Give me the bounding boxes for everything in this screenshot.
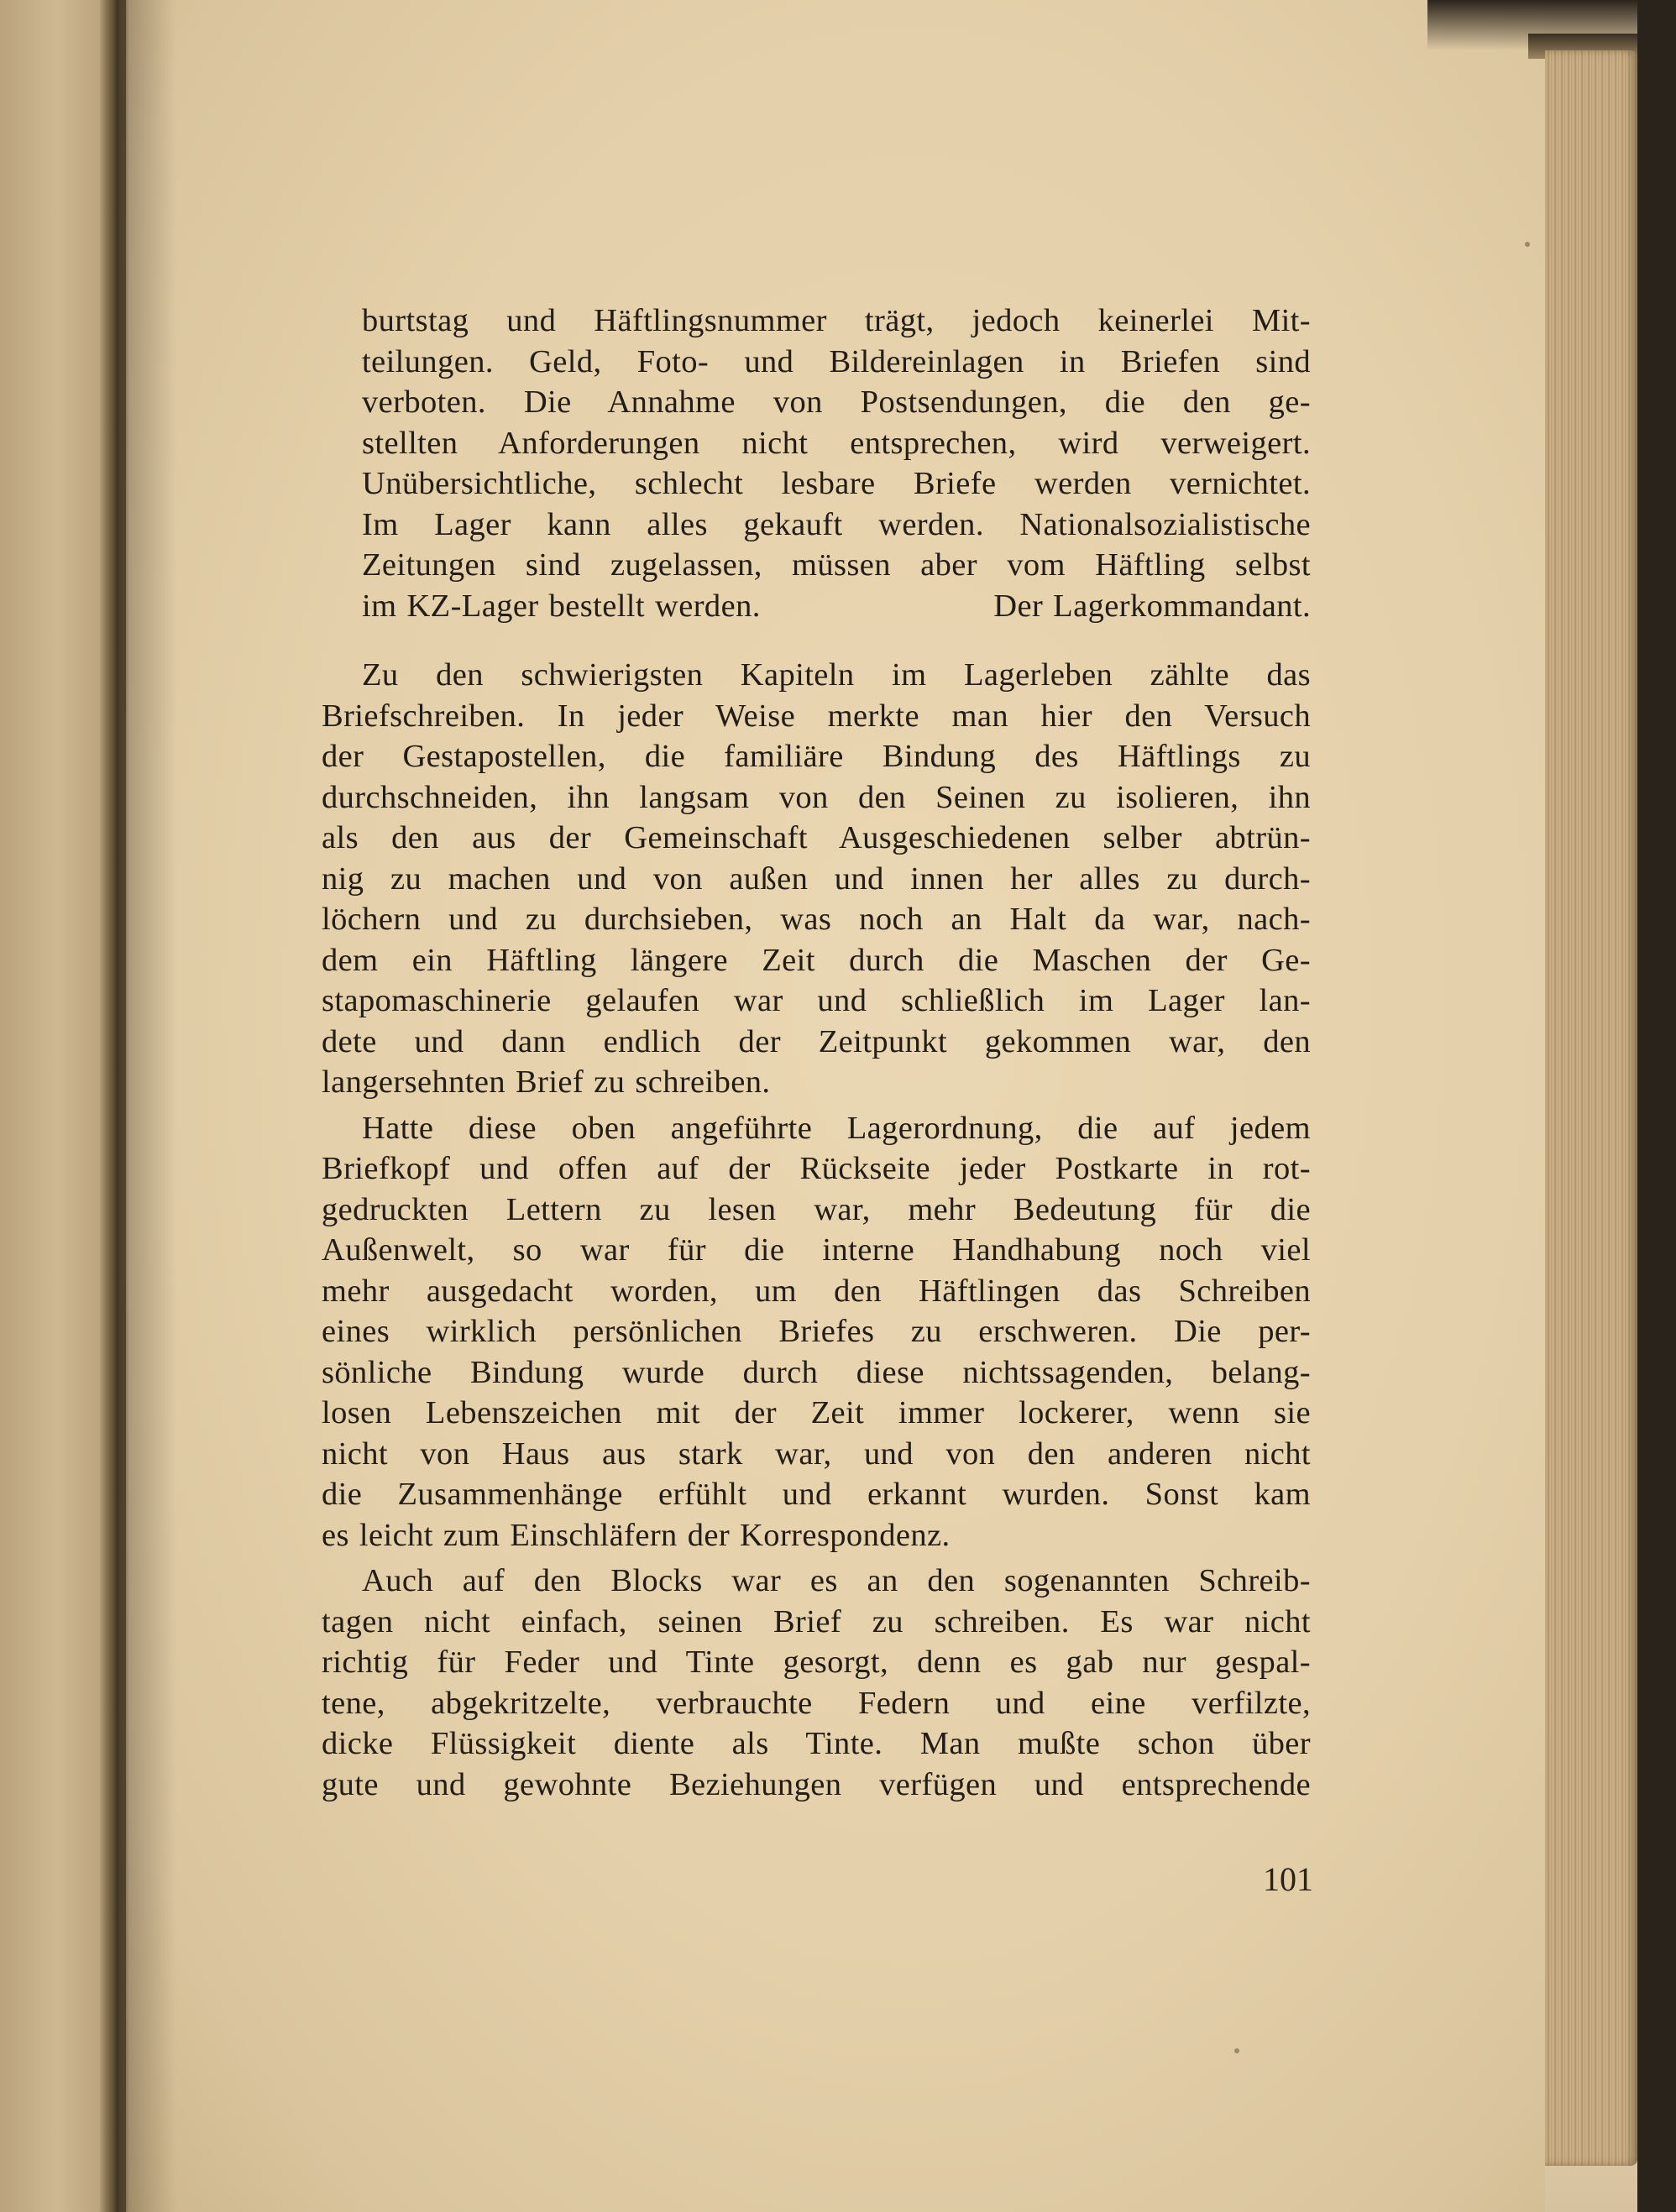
text-line: stellten Anforderungen nicht entsprechen, wird verweigert.: [362, 425, 1311, 461]
text-line: der Gestapostellen, die familiäre Bindung des Häftlings zu: [322, 739, 1311, 774]
text-line: im KZ-Lager bestellt werden.: [362, 588, 761, 624]
text-line: Außenwelt, so war für die interne Handhabung noch viel: [322, 1232, 1311, 1268]
text-line: teilungen. Geld, Foto- und Bildereinlagen in Briefen sind: [362, 343, 1311, 379]
text-line: tene, abgekritzelte, verbrauchte Federn und eine verfilzte,: [322, 1685, 1311, 1721]
text-line: verboten. Die Annahme von Postsendungen, die den ge-: [362, 384, 1311, 420]
text-line: die Zusammenhänge erfühlt und erkannt wurden. Sonst kam: [322, 1477, 1311, 1512]
text-line: tagen nicht einfach, seinen Brief zu schreiben. Es war nicht: [322, 1603, 1311, 1639]
paragraph: [322, 655, 1311, 1103]
text-line: nicht von Haus aus stark war, und von den anderen nicht: [322, 1435, 1311, 1472]
text-line: Im Lager kann alles gekauft werden. Nationalsozialistische: [362, 506, 1311, 542]
page-body: [322, 301, 1311, 1805]
text-line: losen Lebenszeichen mit der Zeit immer lockerer, wenn sie: [322, 1395, 1311, 1430]
page-number: 101: [1263, 1860, 1313, 1898]
signature-line: [362, 586, 1311, 627]
text-line: dicke Flüssigkeit diente als Tinte. Man mußte schon über: [322, 1726, 1311, 1761]
text-line: gedruckten Lettern zu lesen war, mehr Bedeutung für die: [322, 1191, 1311, 1227]
text-line: durchschneiden, ihn langsam von den Seinen zu isolieren, ihn: [322, 779, 1311, 815]
book-gutter: [99, 0, 129, 2212]
camp-regulations-excerpt: [362, 301, 1311, 626]
text-line: dete und dann endlich der Zeitpunkt gekommen war, den: [322, 1023, 1311, 1059]
signature: Der Lagerkommandant.: [993, 588, 1311, 624]
text-line: dem ein Häftling längere Zeit durch die Maschen der Ge-: [322, 942, 1311, 978]
text-line: Briefkopf und offen auf der Rückseite jeder Postkarte in rot-: [322, 1151, 1311, 1186]
text-line: gute und gewohnte Beziehungen verfügen und entsprechende: [322, 1766, 1311, 1802]
text-line: Hatte diese oben angeführte Lagerordnung, die auf jedem: [362, 1110, 1311, 1146]
text-line: Briefschreiben. In jeder Weise merkte man hier den Versuch: [322, 698, 1311, 734]
text-line: sönliche Bindung wurde durch diese nichtssagenden, belang-: [322, 1354, 1311, 1390]
paragraph: [322, 1108, 1311, 1556]
text-line: löchern und zu durchsieben, was noch an Halt da war, nach-: [322, 902, 1311, 937]
text-line: richtig für Feder und Tinte gesorgt, denn es gab nur gespal-: [322, 1645, 1311, 1680]
text-line: als den aus der Gemeinschaft Ausgeschiedenen selber abtrün-: [322, 820, 1311, 855]
text-line: es leicht zum Einschläfern der Korrespondenz.: [322, 1517, 951, 1553]
text-line: stapomaschinerie gelaufen war und schließlich im Lager lan-: [322, 983, 1311, 1018]
text-line: Auch auf den Blocks war es an den sogenannten Schreib-: [362, 1563, 1311, 1598]
text-line: eines wirklich persönlichen Briefes zu erschweren. Die per-: [322, 1314, 1311, 1349]
paper-spot: [1525, 242, 1530, 247]
paper-spot: [1234, 2048, 1239, 2053]
gutter-shadow: [126, 0, 176, 2212]
scan-background: [1637, 0, 1676, 2212]
text-line: Zeitungen sind zugelassen, müssen aber vom Häftling selbst: [362, 547, 1311, 583]
text-line: Unübersichtliche, schlecht lesbare Briefe werden vernichtet.: [362, 466, 1311, 501]
page-stack-edges: [1545, 50, 1637, 2166]
text-line: nig zu machen und von außen und innen her alles zu durch-: [322, 860, 1311, 897]
text-line: langersehnten Brief zu schreiben.: [322, 1064, 771, 1100]
text-line: mehr ausgedacht worden, um den Häftlingen das Schreiben: [322, 1273, 1311, 1309]
text-line: burtstag und Häftlingsnummer trägt, jedoch keinerlei Mit-: [362, 303, 1311, 338]
text-line: Zu den schwierigsten Kapiteln im Lagerleben zählte das: [362, 657, 1311, 693]
paragraph: [322, 1561, 1311, 1805]
